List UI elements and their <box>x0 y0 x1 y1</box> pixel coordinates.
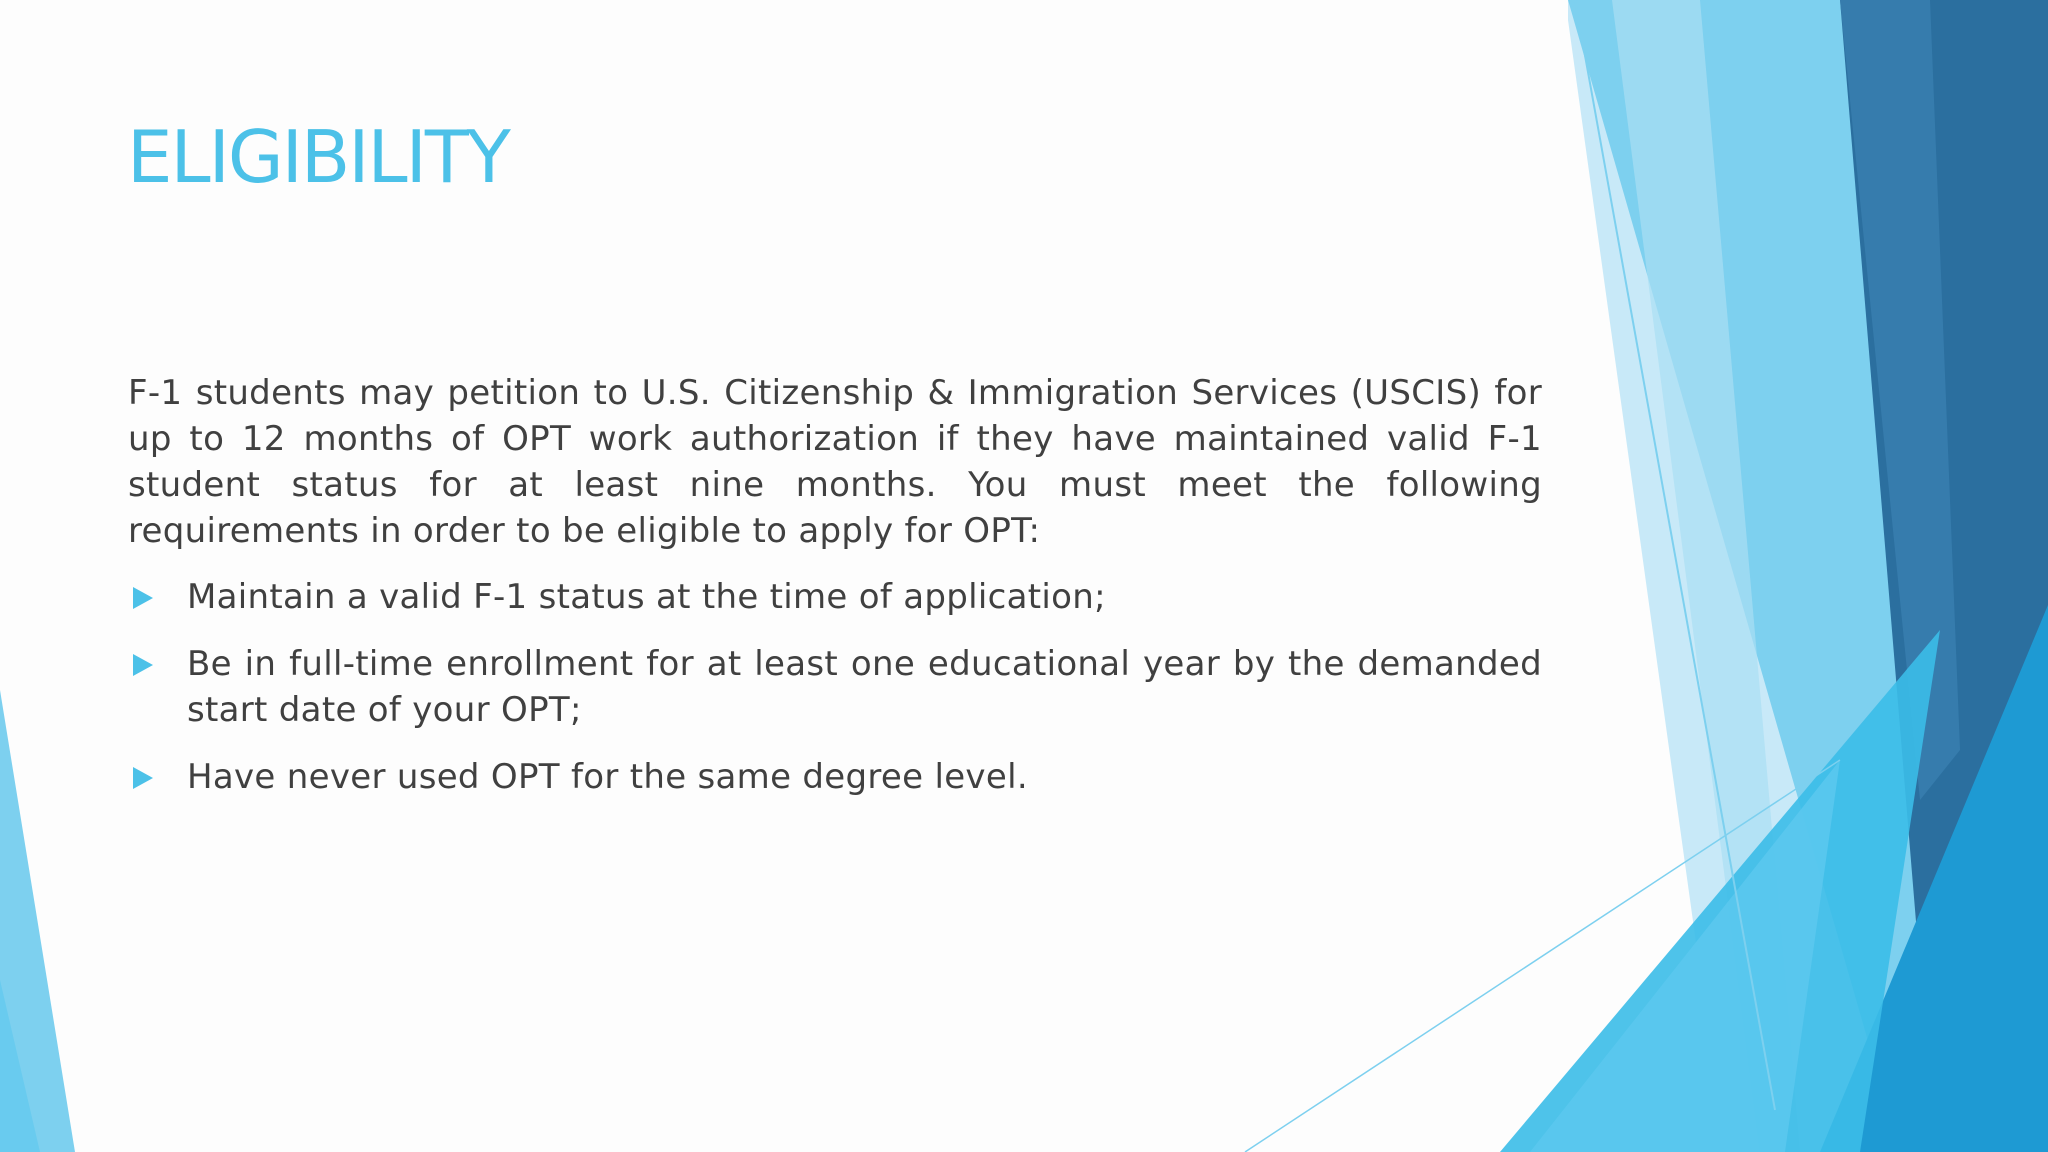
triangle-right-icon <box>133 767 153 789</box>
requirements-list <box>128 574 1542 800</box>
slide-body <box>128 370 1542 821</box>
list-item-text: Maintain a valid F-1 status at the time of application; <box>187 577 1106 617</box>
intro-paragraph: F-1 students may petition to U.S. Citizenship & Immigration Services (USCIS) for up to 12 months of OPT work authorization if they have maintained valid F-1 student status for at least nine months. You must meet the following requirements in order to be eligible to apply for OPT: <box>128 373 1542 551</box>
list-item <box>128 754 1542 800</box>
triangle-right-icon <box>133 654 153 676</box>
list-item <box>128 574 1542 620</box>
list-item <box>128 641 1542 733</box>
slide-title: ELIGIBILITY <box>127 115 509 199</box>
list-item-text: Have never used OPT for the same degree level. <box>187 757 1028 797</box>
list-item-text: Be in full-time enrollment for at least one educational year by the demanded start date of your OPT; <box>187 644 1542 730</box>
triangle-right-icon <box>133 587 153 609</box>
